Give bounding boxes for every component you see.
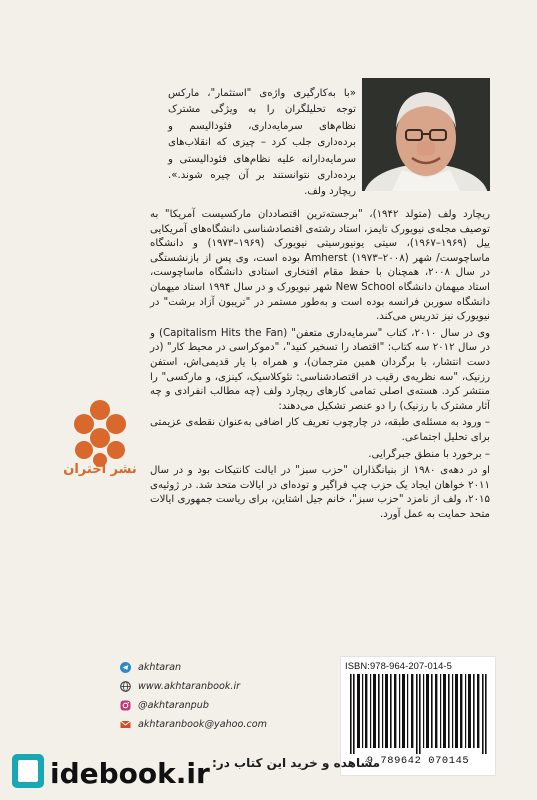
contact-telegram[interactable]: akhtaran (138, 662, 182, 673)
telegram-icon (120, 662, 131, 673)
publisher-contacts (120, 658, 267, 734)
email-icon (120, 719, 131, 730)
author-quote: «با به‌کارگیری واژه‌ی "استثمار"، مارکس توجه تحلیلگران را به ویژگی مشترک نظام‌های سرمایه‌داری، فئودالیسم و برده‌داری جلب کرد – چیزی که انقلاب‌های سرمایه‌دارانه علیه نظام‌های فئودالیستی و برده‌داری نتوانستند بر آن چیره شوند.». ریچارد ولف. (168, 88, 356, 198)
bio-paragraph: – برخورد با منطق جبرگرایی. (368, 448, 490, 460)
contact-row (120, 696, 267, 715)
globe-icon (120, 681, 131, 692)
contact-instagram[interactable]: @akhtaranpub (138, 700, 209, 711)
instagram-icon (120, 700, 131, 711)
author-biography (150, 208, 490, 522)
barcode-digits: 9 789642 070145 (366, 755, 470, 767)
idebook-logo (10, 748, 210, 796)
contact-website[interactable]: www.akhtaranbook.ir (138, 681, 241, 692)
svg-text:idebook.ir: idebook.ir (50, 757, 210, 790)
bio-paragraph: – ورود به مسئله‌ی طبقه، در چارچوب تعریف کار اضافی به‌عنوان نقطه‌ی عزیمتی برای تحلیل اجتماعی. (150, 417, 490, 443)
publisher-name: نشر اختران (63, 462, 137, 477)
contact-row (120, 677, 267, 696)
bio-paragraph: ریچارد ولف (متولد ۱۹۴۲)، "برجسته‌ترین اقتصاددان مارکسیست آمریکا" به توصیف مجله‌ی نیویورک تایمز، استاد رشته‌ی اقتصادشناسی دانشگاه‌های آمریکایی ییل (۱۹۶۹–۱۹۶۷)، سیتی یونیورسیتی نیویورک (۱۹۶۹–۱۹۷۳) و دانشگاه ماساچوست/ شهر Amherst (۱۹۷۳–۲۰۰۸) بوده است، وی پس از بازنشستگی در سال ۲۰۰۸، همچنان با حفظ مقام افتخاری استادی دانشگاه ماساچوست، استاد میهمان دانشگاه New School شهر نیویورک و در سال ۱۹۹۴ استاد میهمان دانشگاه سوربن فرانسه بوده است و به‌طور مستمر در "تریبون آزاد برشت" در نیویورک نیز تدریس می‌کند. (150, 209, 490, 323)
isbn-label: ISBN:978-964-207-014-5 (345, 660, 452, 671)
publisher-logo (66, 386, 134, 470)
store-watermark[interactable] (0, 740, 537, 800)
author-photo (362, 78, 490, 191)
contact-row (120, 715, 267, 734)
bio-paragraph: او در دهه‌ی ۱۹۸۰ از بنیانگذاران "حزب سبز" در ایالت کانتیکات بود و در سال ۲۰۱۱ خواهان ایجاد یک حزب چپ فراگیر و توده‌ای در ایالات متحد شد. در ژوئیه‌ی ۲۰۱۵، ولف از نامزد "حزب سبز"، خانم جیل اشتاین، برای ریاست جمهوری ایالات متحد حمایت به عمل آورد. (150, 465, 490, 520)
watermark-text: مشاهده و خرید این کتاب در: (212, 756, 381, 770)
contact-email[interactable]: akhtaranbook@yahoo.com (138, 719, 267, 730)
contact-row (120, 658, 267, 677)
bio-paragraph: وی در سال ۲۰۱۰، کتاب "سرمایه‌داری متعفن" (Capitalism Hits the Fan) و در سال ۲۰۱۲ سه کتاب: "اقتصاد را تسخیر کنید"، "دموکراسی در محیط کار" (در دست انتشار، با برگردان همین مترجمان)، و همراه با یار قدیمی‌اش، استفن رزنیک، "سه نظریه‌ی رقیب در اقتصادشناسی: نئوکلاسیک، کینزی، و مارکسی" را منتشر کرد. هسته‌ی اصلی تمامی کارهای ریچارد ولف (چه مطالب انفرادی و چه آثار مشترک با رزنیک) را دو عنصر تشکیل می‌دهند: (150, 327, 491, 412)
